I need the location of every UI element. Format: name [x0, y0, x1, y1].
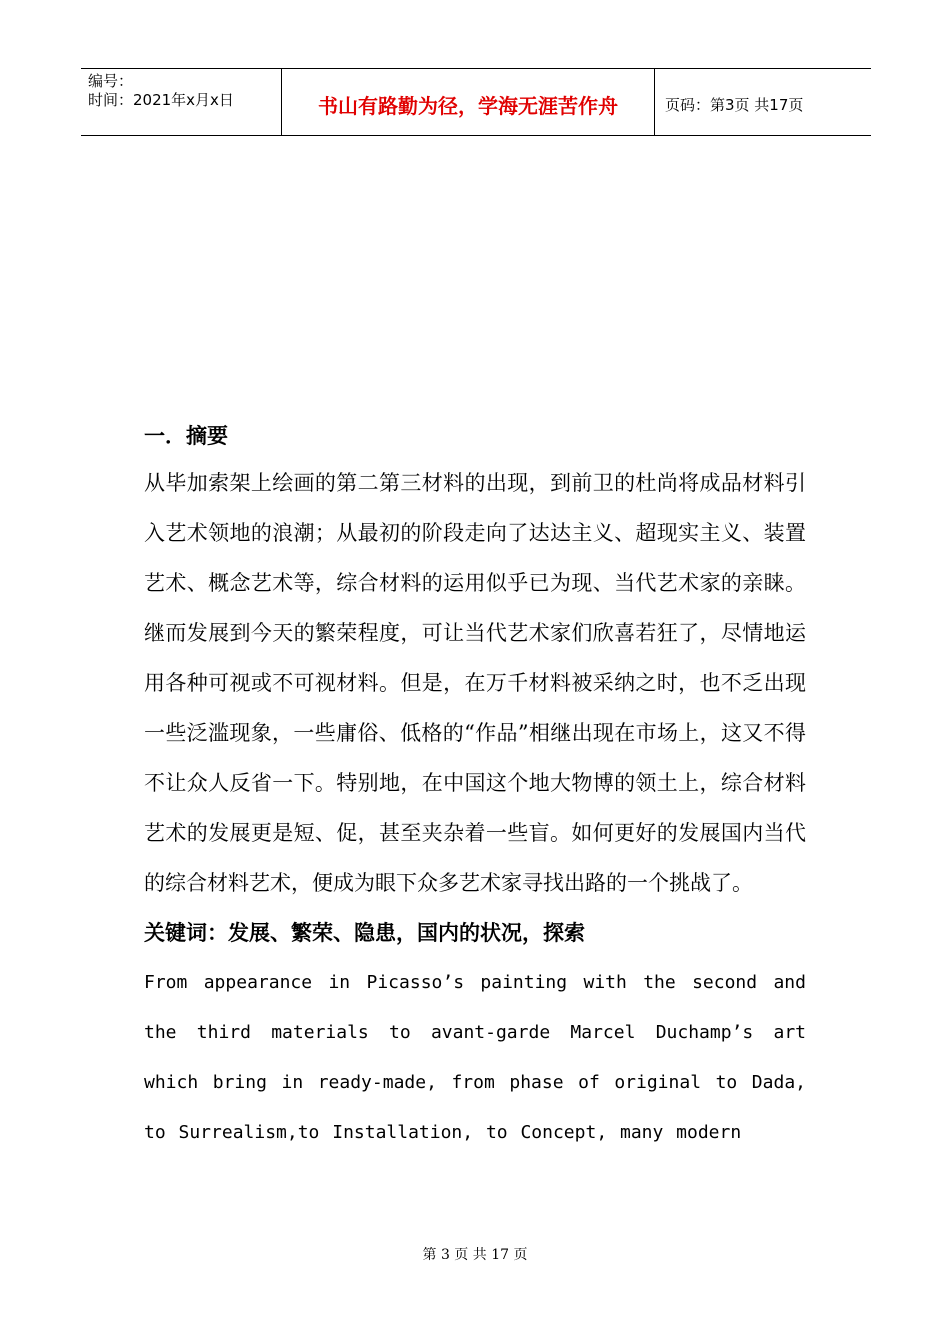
abstract-english: From appearance in Picasso’s painting with the second and the third materials to avant-garde Marcel Duchamp’s art which bring in ready-made, from phase of original to Dada, to Surrealism,to Installation, to Concept, many modern: [144, 972, 806, 1143]
time-label: 时间：2021年x月x日: [88, 91, 234, 109]
section-title: 一．摘要: [144, 424, 228, 448]
header-page-label: 页码：第3页 共17页: [665, 95, 804, 114]
page-footer: 第 3 页 共 17 页: [422, 1247, 528, 1263]
document-header: [81, 68, 871, 136]
header-meta-cell: [81, 69, 282, 135]
motto-cell: [282, 69, 655, 135]
abstract-chinese: 从毕加索架上绘画的第二第三材料的出现，到前卫的杜尚将成品材料引入艺术领地的浪潮；从最初的阶段走向了达达主义、超现实主义、装置艺术、概念艺术等，综合材料的运用似乎已为现、当代艺术家的亲睐。继而发展到今天的繁荣程度，可让当代艺术家们欣喜若狂了，尽情地运用各种可视或不可视材料。但是，在万千材料被采纳之时，也不乏出现一些泛滥现象，一些庸俗、低格的“作品”相继出现在市场上，这又不得不让众人反省一下。特别地，在中国这个地大物博的领土上，综合材料艺术的发展更是短、促，甚至夹杂着一些盲。如何更好的发展国内当代的综合材料艺术，便成为眼下众多艺术家寻找出路的一个挑战了。: [144, 471, 806, 895]
page-cell: [655, 69, 871, 135]
main-content: [144, 414, 806, 1158]
number-label: 编号：: [88, 72, 134, 90]
keywords-line: 关键词：发展、繁荣、隐患，国内的状况，探索: [144, 921, 585, 945]
header-motto: 书山有路勤为径，学海无涯苦作舟: [318, 93, 618, 118]
